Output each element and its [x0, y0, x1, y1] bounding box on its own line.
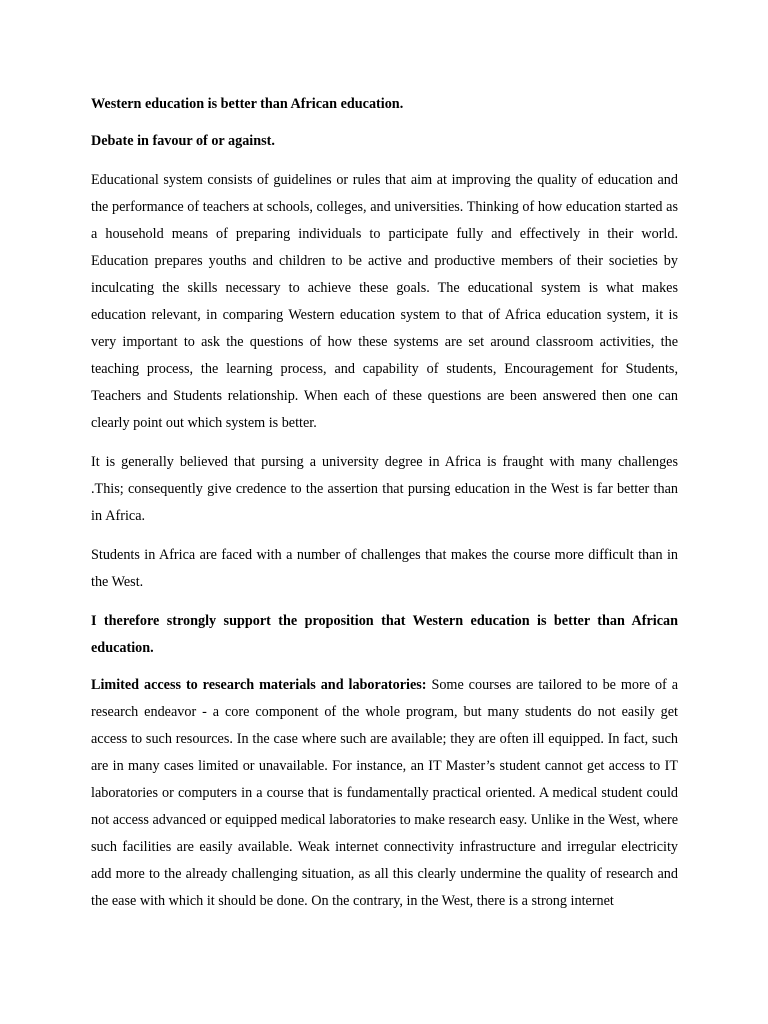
document-subtitle: Debate in favour of or against.	[91, 133, 275, 149]
section-body: Some courses are tailored to be more of a research endeavor - a core component of the whole program, but many students do not easily get access to such resources. In the case where such are available; they are often ill equipped. In fact, such are in many cases limited or unavailable. For instance, an IT Master’s student cannot get access to IT laboratories or computers in a course that is fundamentally practical oriented. A medical student could not access advanced or equipped medical laboratories to make research easy. Unlike in the West, where such facilities are easily available. Weak internet connectivity infrastructure and irregular electricity add more to the already challenging situation, as all this clearly undermine the quality of research and the ease with which it should be done. On the contrary, in the West, there is a strong internet	[91, 677, 678, 909]
paragraph-intro: Educational system consists of guidelines or rules that aim at improving the quality of education and the performance of teachers at schools, colleges, and universities. Thinking of how education started as a household means of preparing individuals to participate fully and effectively in their world. Education prepares youths and children to be active and productive members of their societies by inculcating the skills necessary to achieve these goals. The educational system is what makes education relevant, in comparing Western education system to that of Africa education system, it is very important to ask the questions of how these systems are set around classroom activities, the teaching process, the learning process, and capability of students, Encouragement for Students, Teachers and Students relationship. When each of these questions are been answered then one can clearly point out which system is better.	[91, 172, 678, 431]
document-page	[91, 91, 678, 927]
section-lead: Limited access to research materials and laboratories:	[91, 677, 427, 693]
section-research-access	[91, 672, 678, 915]
proposition-statement: I therefore strongly support the proposition that Western education is better than African education.	[91, 613, 678, 656]
document-title: Western education is better than African education.	[91, 96, 404, 112]
paragraph-challenges: It is generally believed that pursing a university degree in Africa is fraught with many challenges .This; consequently give credence to the assertion that pursing education in the West is far better than in Africa.	[91, 454, 678, 524]
paragraph-students: Students in Africa are faced with a number of challenges that makes the course more difficult than in the West.	[91, 547, 678, 590]
